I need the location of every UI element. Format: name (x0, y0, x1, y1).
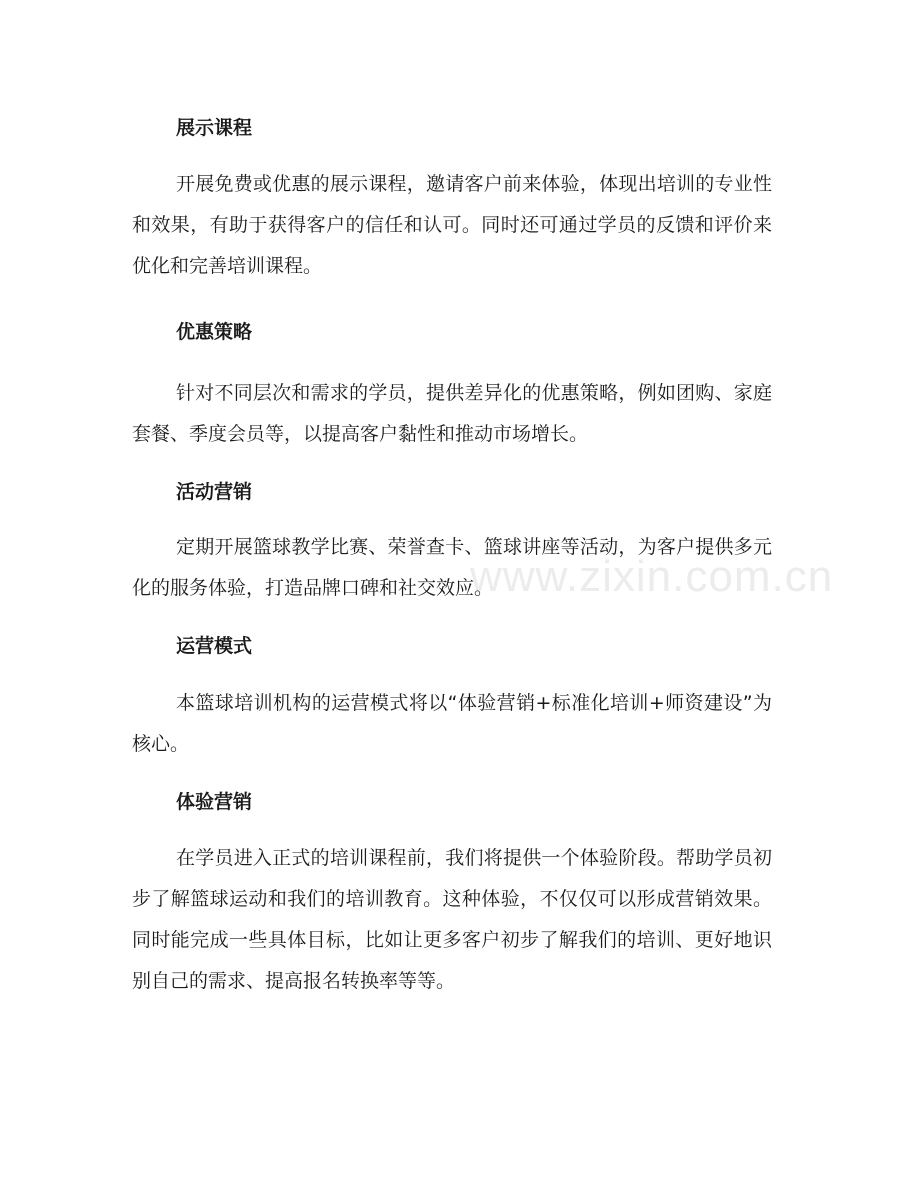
watermark: www.zixin.com.cn (470, 552, 834, 601)
section-heading: 运营模式 (176, 635, 253, 657)
section-paragraph: 本篮球培训机构的运营模式将以“体验营销+标准化培训+师资建设”为核心。 (132, 692, 772, 755)
section-paragraph: 定期开展篮球教学比赛、荣誉查卡、篮球讲座等活动，为客户提供多元化的服务体验，打造品牌口碑和社交效应。 (132, 536, 772, 599)
section-heading: 体验营销 (176, 791, 253, 813)
section-heading: 活动营销 (176, 481, 253, 503)
section-paragraph: 开展免费或优惠的展示课程，邀请客户前来体验，体现出培训的专业性和效果，有助于获得客户的信任和认可。同时还可通过学员的反馈和评价来优化和完善培训课程。 (132, 173, 772, 277)
section-heading: 优惠策略 (176, 321, 253, 343)
document-body (132, 108, 772, 1002)
section-heading: 展示课程 (176, 117, 253, 139)
section-paragraph: 针对不同层次和需求的学员，提供差异化的优惠策略，例如团购、家庭套餐、季度会员等，以提高客户黏性和推动市场增长。 (132, 382, 772, 445)
section-paragraph: 在学员进入正式的培训课程前，我们将提供一个体验阶段。帮助学员初步了解篮球运动和我们的培训教育。这种体验，不仅仅可以形成营销效果。同时能完成一些具体目标，比如让更多客户初步了解我们的培训、更好地识别自己的需求、提高报名转换率等等。 (132, 847, 772, 992)
